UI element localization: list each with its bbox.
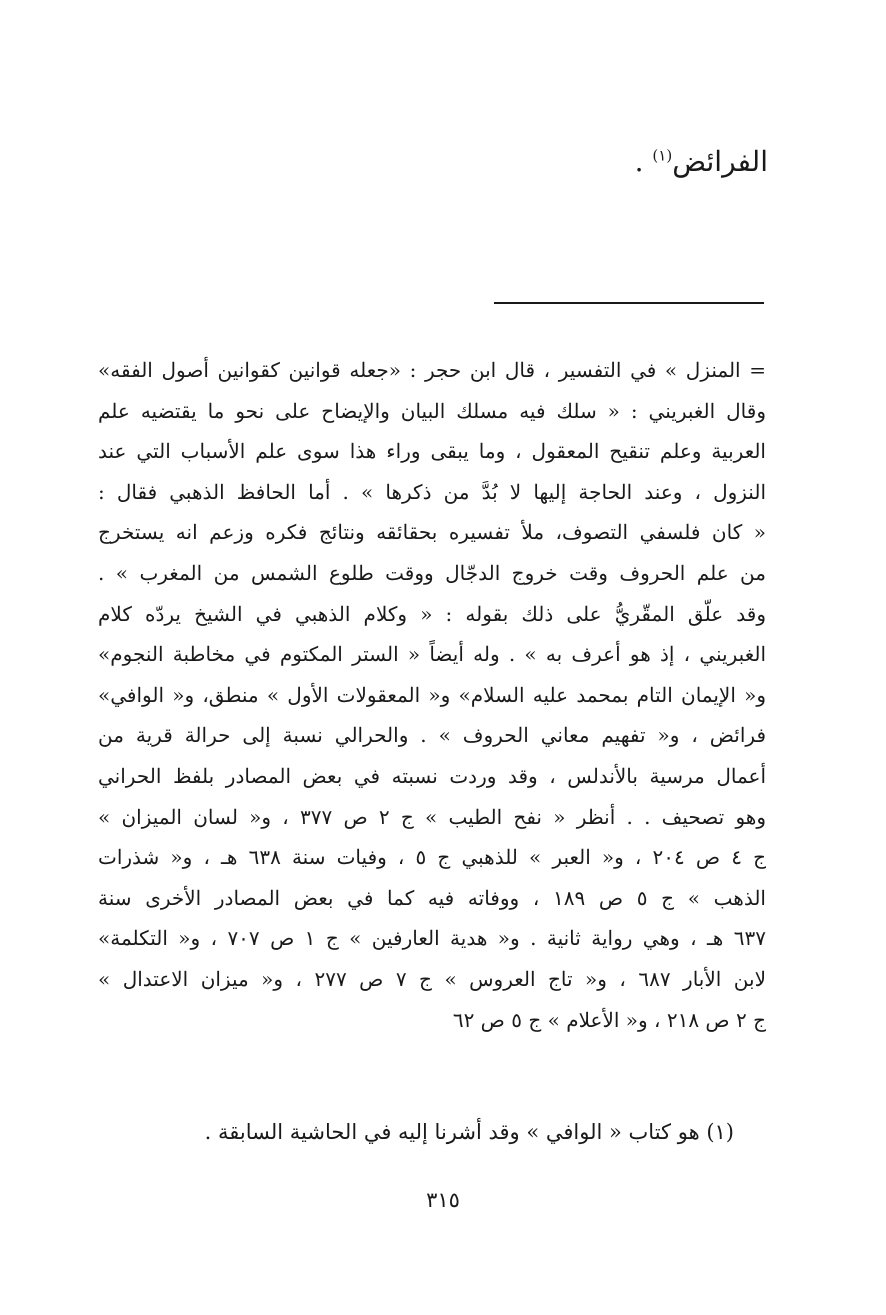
- commentary-line: ج ٢ ص ٢١٨ ، و« الأعلام » ج ٥ ص ٦٢: [452, 1007, 766, 1032]
- commentary-footnote-block: [98, 350, 766, 1040]
- commentary-line: ٦٣٧ هـ ، وهي رواية ثانية . و« هدية العارفين » ج ١ ص ٧٠٧ ، و« التكلمة»: [98, 926, 766, 951]
- commentary-line: النزول ، وعند الحاجة إليها لا بُدَّ من ذكرها » . أما الحافظ الذهبي فقال :: [98, 479, 766, 504]
- commentary-line: أعمال مرسية بالأندلس ، وقد وردت نسبته في بعض المصادر بلفظ الحراني: [98, 763, 766, 788]
- commentary-line: وقد علّق المقّريُّ على ذلك بقوله : « وكلام الذهبي في الشيخ يردّه كلام: [98, 601, 766, 626]
- commentary-line: العربية وعلم تنقيح المعقول ، وما يبقى وراء هذا سوى علم الأسباب التي عند: [98, 439, 766, 464]
- main-text-period: .: [634, 145, 653, 178]
- footnote-marker: (١): [652, 146, 673, 165]
- commentary-line: الغبريني ، إذ هو أعرف به » . وله أيضاً « الستر المكتوم في مخاطبة النجوم»: [98, 642, 766, 667]
- commentary-line: و« الإيمان التام بمحمد عليه السلام» و« المعقولات الأول » منطق، و« الوافي»: [98, 682, 766, 707]
- commentary-line: وهو تصحيف . . أنظر « نفح الطيب » ج ٢ ص ٣٧٧ ، و« لسان الميزان »: [98, 804, 766, 829]
- commentary-line: « كان فلسفي التصوف، ملأ تفسيره بحقائقه ونتائج فكره وزعم انه يستخرج: [98, 520, 766, 545]
- commentary-line: لابن الأبار ٦٨٧ ، و« تاج العروس » ج ٧ ص ٢٧٧ ، و« ميزان الاعتدال »: [98, 966, 766, 991]
- page-number: ٣١٥: [426, 1188, 460, 1212]
- footnote-1: (١) هو كتاب « الوافي » وقد أشرنا إليه في الحاشية السابقة .: [204, 1120, 734, 1144]
- commentary-line: وقال الغبريني : « سلك فيه مسلك البيان والإيضاح على نحو ما يقتضيه علم: [98, 398, 766, 423]
- main-text-line: [635, 145, 768, 178]
- commentary-line: من علم الحروف وقت خروج الدجّال ووقت طلوع الشمس من المغرب » .: [98, 560, 766, 585]
- commentary-line: الذهب » ج ٥ ص ١٨٩ ، ووفاته فيه كما في بعض المصادر الأخرى سنة: [98, 885, 766, 910]
- main-text-word: الفرائض: [672, 145, 768, 178]
- commentary-line: ج ٤ ص ٢٠٤ ، و« العبر » للذهبي ج ٥ ، وفيات سنة ٦٣٨ هـ ، و« شذرات: [98, 845, 766, 870]
- commentary-line: = المنزل » في التفسير ، قال ابن حجر : «جعله قوانين كقوانين أصول الفقه»: [98, 358, 766, 382]
- commentary-line: فرائض ، و« تفهيم معاني الحروف » . والحرالي نسبة إلى حرالة قرية من: [98, 723, 766, 748]
- footnote-separator-rule: [494, 302, 764, 304]
